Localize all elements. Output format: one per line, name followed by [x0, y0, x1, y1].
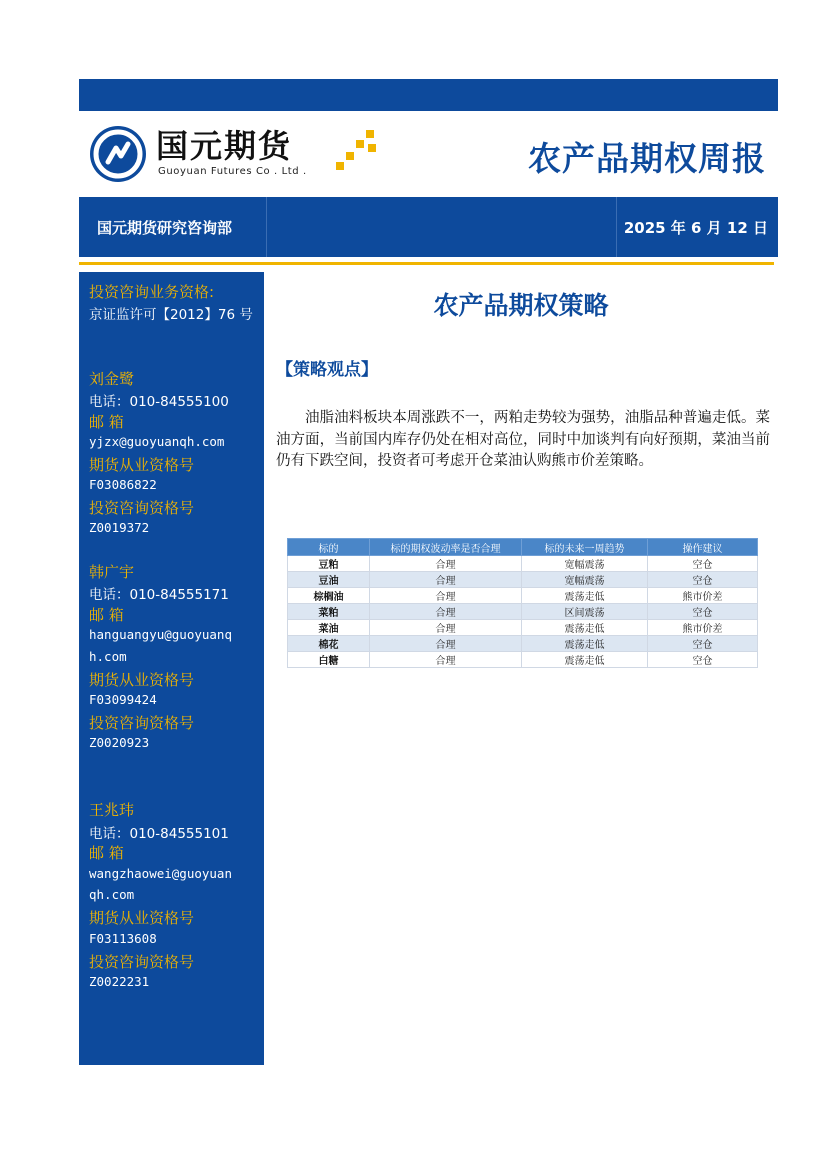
report-title: 农产品期权周报 [528, 139, 766, 178]
table-row [288, 620, 758, 636]
department-label: 国元期货研究咨询部 [97, 219, 233, 237]
table-cell: 震荡走低 [522, 588, 648, 604]
analyst-email[interactable]: wangzhaowei@guoyuan [89, 866, 232, 881]
gold-divider-line [79, 262, 774, 265]
analyst-futures-label: 期货从业资格号 [89, 671, 195, 689]
analyst-futures-id: F03086822 [89, 477, 157, 492]
table-cell: 合理 [370, 636, 522, 652]
table-row [288, 588, 758, 604]
table-cell: 空仓 [648, 636, 758, 652]
analyst-name: 刘金鹭 [89, 370, 135, 388]
table-cell: 合理 [370, 556, 522, 572]
analyst-futures-label: 期货从业资格号 [89, 456, 195, 474]
analyst-email-label: 邮 箱 [89, 413, 124, 431]
table-row [288, 652, 758, 668]
table-cell: 宽幅震荡 [522, 556, 648, 572]
table-row [288, 636, 758, 652]
table-cell: 合理 [370, 588, 522, 604]
table-row [288, 556, 758, 572]
analyst-advisory-label: 投资咨询资格号 [89, 714, 195, 732]
table-cell: 熊市价差 [648, 588, 758, 604]
logo-english-name: Guoyuan Futures Co . Ltd . [158, 166, 307, 177]
info-bar-divider [616, 197, 617, 257]
analyst-phone: 电话：010-84555100 [89, 394, 229, 410]
analyst-email[interactable]: yjzx@guoyuanqh.com [89, 434, 225, 449]
table-header-cell: 标的 [288, 539, 370, 556]
analyst-advisory-id: Z0019372 [89, 520, 150, 535]
table-header-cell: 操作建议 [648, 539, 758, 556]
analyst-futures-id: F03099424 [89, 692, 157, 707]
table-header-cell: 标的未来一周趋势 [522, 539, 648, 556]
analyst-advisory-id: Z0020923 [89, 735, 150, 750]
table-row [288, 572, 758, 588]
logo-chinese-name: 国元期货 [156, 127, 293, 165]
top-banner-bar [79, 79, 778, 111]
main-title: 农产品期权策略 [433, 291, 609, 320]
strategy-table [287, 538, 758, 668]
table-cell: 豆粕 [288, 556, 370, 572]
table-cell: 合理 [370, 572, 522, 588]
table-header-cell: 标的期权波动率是否合理 [370, 539, 522, 556]
analyst-futures-label: 期货从业资格号 [89, 909, 195, 927]
table-cell: 空仓 [648, 604, 758, 620]
analyst-name: 王兆玮 [89, 801, 135, 819]
table-cell: 震荡走低 [522, 636, 648, 652]
analyst-name: 韩广宇 [89, 563, 135, 581]
table-cell: 空仓 [648, 556, 758, 572]
table-cell: 菜油 [288, 620, 370, 636]
report-date: 2025 年 6 月 12 日 [623, 219, 768, 237]
analyst-advisory-label: 投资咨询资格号 [89, 499, 195, 517]
table-row [288, 604, 758, 620]
analyst-email[interactable]: hanguangyu@guoyuanq [89, 627, 232, 642]
info-bar [79, 197, 778, 257]
table-cell: 合理 [370, 652, 522, 668]
table-cell: 菜粕 [288, 604, 370, 620]
qualification-value: 京证监许可【2012】76 号 [89, 307, 253, 323]
table-header-row [288, 539, 758, 556]
analyst-email-continued[interactable]: h.com [89, 649, 127, 664]
strategy-paragraph: 油脂油料板块本周涨跌不一，两粕走势较为强势，油脂品种普遍走低。菜油方面，当前国内库存仍处在相对高位，同时中加谈判有向好预期，菜油当前仍有下跌空间，投资者可考虑开仓菜油认购熊市价差策略。 [276, 410, 770, 469]
table-cell: 棕榈油 [288, 588, 370, 604]
table-cell: 白糖 [288, 652, 370, 668]
table-cell: 豆油 [288, 572, 370, 588]
section-heading: 【策略观点】 [276, 360, 378, 380]
table-cell: 宽幅震荡 [522, 572, 648, 588]
table-cell: 震荡走低 [522, 652, 648, 668]
logo-dots-icon [336, 130, 380, 170]
analyst-sidebar [79, 272, 264, 1065]
table-cell: 震荡走低 [522, 620, 648, 636]
table-cell: 合理 [370, 620, 522, 636]
analyst-phone: 电话：010-84555101 [89, 826, 229, 842]
qualification-label: 投资咨询业务资格: [89, 283, 215, 301]
analyst-advisory-id: Z0022231 [89, 974, 150, 989]
analyst-advisory-label: 投资咨询资格号 [89, 953, 195, 971]
table-cell: 空仓 [648, 572, 758, 588]
table-cell: 合理 [370, 604, 522, 620]
table-cell: 棉花 [288, 636, 370, 652]
table-cell: 区间震荡 [522, 604, 648, 620]
analyst-email-continued[interactable]: qh.com [89, 887, 135, 902]
analyst-email-label: 邮 箱 [89, 606, 124, 624]
logo-emblem-icon [90, 126, 146, 182]
analyst-phone: 电话：010-84555171 [89, 587, 229, 603]
analyst-futures-id: F03113608 [89, 931, 157, 946]
analyst-email-label: 邮 箱 [89, 844, 124, 862]
info-bar-divider [266, 197, 267, 257]
company-logo [90, 124, 380, 184]
table-cell: 空仓 [648, 652, 758, 668]
table-cell: 熊市价差 [648, 620, 758, 636]
